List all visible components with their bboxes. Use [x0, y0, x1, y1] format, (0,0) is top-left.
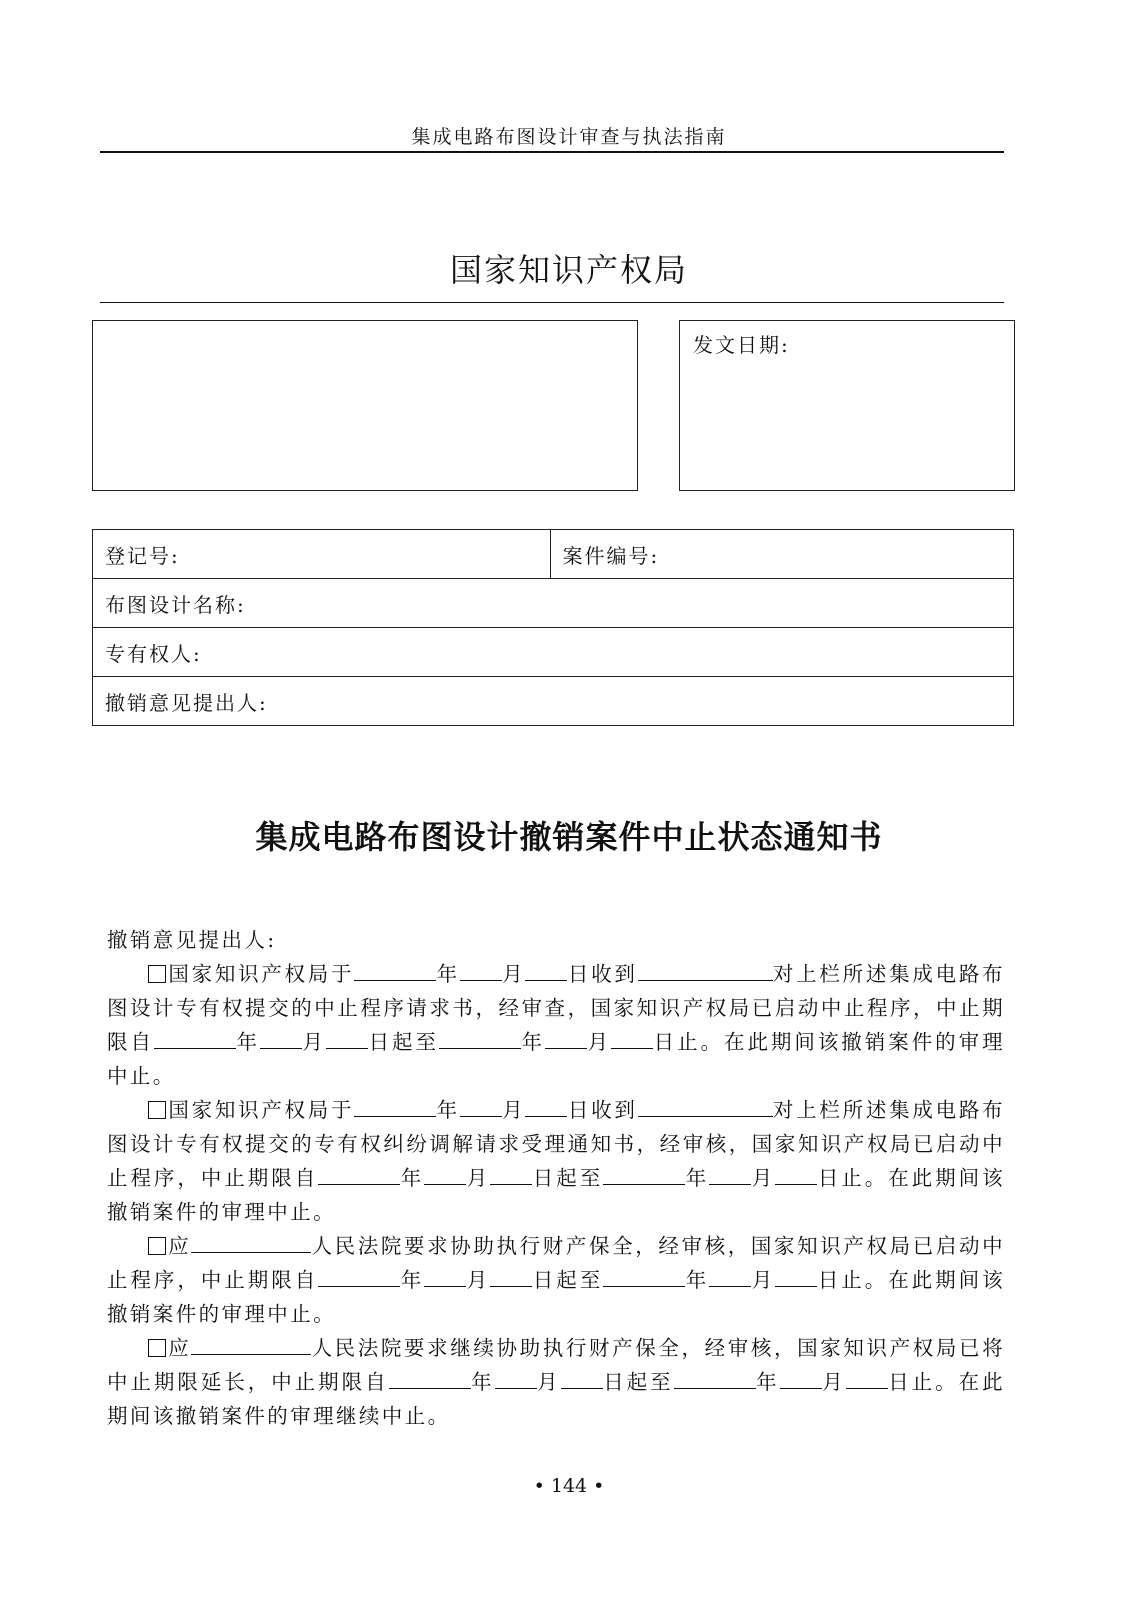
table-row: [93, 579, 1014, 628]
checkbox[interactable]: [148, 1101, 166, 1119]
option-paragraph-4: 应 人民法院要求继续协助执行财产保全，经审核，国家知识产权局已将中止期限延长，中止期限自 年 月 日起至 年 月 日止。在此期间该撤销案件的审理继续中止。: [107, 1331, 1005, 1433]
checkbox[interactable]: [148, 1237, 166, 1255]
office-name: 国家知识产权局: [449, 251, 688, 289]
date-label: 发文日期:: [693, 333, 790, 357]
table-row: [93, 677, 1014, 726]
header-rule: [100, 151, 1004, 153]
date-box: [679, 320, 1015, 491]
checkbox[interactable]: [148, 965, 166, 983]
table-row: [93, 628, 1014, 677]
petitioner-cell: 撤销意见提出人:: [93, 677, 1014, 726]
design-name-cell: 布图设计名称:: [93, 579, 1014, 628]
running-header: 集成电路布图设计审查与执法指南: [411, 126, 727, 148]
case-info-table: [92, 529, 1014, 726]
case-no-cell: 案件编号:: [550, 530, 1014, 579]
notice-body: [107, 923, 1005, 1433]
option-paragraph-3: 应 人民法院要求协助执行财产保全，经审核，国家知识产权局已启动中止程序，中止期限自 年 月 日起至 年 月 日止。在此期间该撤销案件的审理中止。: [107, 1229, 1005, 1331]
checkbox[interactable]: [148, 1339, 166, 1357]
document-title: 集成电路布图设计撤销案件中止状态通知书: [255, 818, 883, 856]
table-row: [93, 530, 1014, 579]
page-number: • 144 •: [533, 1475, 605, 1497]
addressee-line: 撤销意见提出人:: [107, 928, 277, 952]
registration-no-cell: 登记号:: [93, 530, 551, 579]
right-holder-cell: 专有权人:: [93, 628, 1014, 677]
option-paragraph-2: 国家知识产权局于 年 月 日收到 对上栏所述集成电路布图设计专有权提交的专有权纠纷调解请求受理通知书，经审核，国家知识产权局已启动中止程序，中止期限自 年 月 日起至 年 月 日止。在此期间该撤销案件的审理中止。: [107, 1093, 1005, 1229]
office-rule: [100, 302, 1004, 303]
option-paragraph-1: 国家知识产权局于 年 月 日收到 对上栏所述集成电路布图设计专有权提交的中止程序请求书，经审查，国家知识产权局已启动中止程序，中止期限自 年 月 日起至 年 月 日止。在此期间该撤销案件的审理中止。: [107, 957, 1005, 1093]
address-box: [92, 320, 638, 491]
